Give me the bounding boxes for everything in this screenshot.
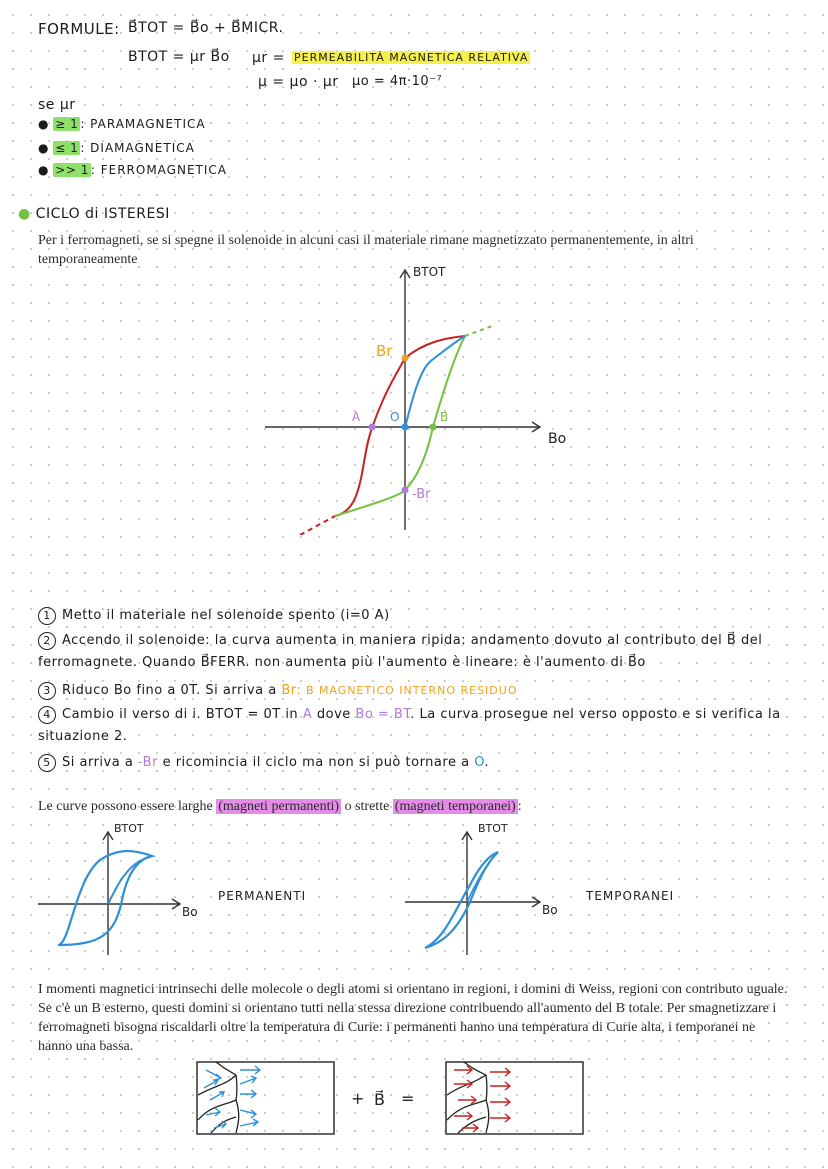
formula-label: FORMULE:	[38, 20, 120, 38]
aligned-arrows	[454, 1066, 510, 1132]
hysteresis-graph	[250, 260, 580, 535]
o-label: O	[390, 410, 400, 424]
unmagnetized-box	[197, 1062, 334, 1134]
formula-mu0: μo = 4π·10⁻⁷	[352, 74, 443, 89]
step-3: 3 Riduco Bo fino a 0T. Si arriva a Br: B MAGNETICO INTERNO RESIDUO	[38, 680, 808, 702]
step-4: 4 Cambio il verso di i. BTOT = 0T in A dove Bo = BT. La curva prosegue nel verso opposto e si verifica la situazione 2.	[38, 707, 781, 744]
green-curve	[335, 336, 465, 516]
magnetized-box	[446, 1062, 583, 1134]
classification-item: ● ≥ 1 : PARAMAGNETICA	[38, 117, 206, 131]
equals-sign: =	[401, 1089, 415, 1108]
br-label: Br	[376, 342, 393, 360]
temp-label: TEMPORANEI	[586, 889, 675, 903]
mu-r-symbol: μr =	[252, 50, 285, 66]
b-point	[430, 424, 437, 431]
section-title: ● CICLO di ISTERESI	[18, 206, 170, 222]
formula-btot-mu: BTOT = μr B⃗o	[128, 49, 230, 65]
classification-item: ● ≤ 1 : DIAMAGNETICA	[38, 141, 195, 155]
curves-sentence: Le curve possono essere larghe (magneti permanenti) o strette (magneti temporanei) :	[38, 799, 522, 814]
formula-mu: μ = μo · μr	[258, 74, 339, 90]
red-curve	[335, 336, 465, 516]
plus-sign: +	[351, 1089, 365, 1108]
domains-diagram	[196, 1060, 596, 1138]
o-point	[402, 424, 409, 431]
perm-label: PERMANENTI	[218, 889, 307, 903]
a-label: A	[352, 410, 361, 424]
permanent-graph	[30, 820, 330, 960]
red-curve-extension	[300, 516, 335, 535]
classification-header: se μr	[38, 97, 76, 113]
external-b-label: B⃗	[374, 1090, 385, 1109]
step-1: 1 Metto il materiale nel solenoide spento (i=0 A)	[38, 605, 808, 627]
y-axis-label: BTOT	[413, 265, 446, 279]
x-axis-label: Bo	[548, 431, 567, 447]
domain-walls	[198, 1062, 239, 1133]
temp-y-label: BTOT	[478, 822, 508, 835]
step-2: 2 Accendo il solenoide: la curva aumenta in maniera ripida: andamento dovuto al contributo del B⃗ del ferromagnete. Quando B⃗FERR. non aumenta più l'aumento è lineare: è l'aumento di B⃗o	[38, 633, 763, 670]
section-intro: Per i ferromagneti, se si spegne il solenoide in alcuni casi il materiale rimane magnetizzato permanentemente, in altri temporaneamente	[38, 233, 694, 267]
condition-badge: >> 1	[55, 163, 89, 177]
condition-badge: ≥ 1	[55, 117, 79, 131]
domains-paragraph: I momenti magnetici intrinsechi delle molecole o degli atomi si orientano in regioni, i domini di Weiss, regioni con contributo uguale. Se c'è un B esterno, questi domini si orientano tutti nella stessa direzione contribuendo all'aumento del B totale. Per smagnetizzare i ferromagneti bisogna riscaldarli oltre la temperatura di Curie: i permanenti hanno una temperatura di Curie alta, i temporanei ne hanno una bassa.	[38, 982, 788, 1054]
formula-btot-sum: B⃗TOT = B⃗o + B⃗MICR.	[128, 20, 284, 36]
classification-item: ● >> 1 : FERROMAGNETICA	[38, 163, 227, 177]
wide-loop	[58, 851, 152, 945]
mu-r-definition: PERMEABILITÀ MAGNETICA RELATIVA	[294, 51, 529, 64]
perm-y-label: BTOT	[114, 822, 144, 835]
condition-badge: ≤ 1	[55, 141, 79, 155]
blue-curve	[405, 336, 465, 427]
br-point	[402, 355, 409, 362]
temporary-graph	[400, 820, 700, 960]
b-label: B	[440, 410, 449, 424]
perm-x-label: Bo	[182, 905, 198, 919]
neg-br-point	[402, 487, 409, 494]
step-5: 5 Si arriva a -Br e ricomincia il ciclo ma non si può tornare a O.	[38, 752, 808, 774]
a-point	[369, 424, 376, 431]
neg-br-label: -Br	[412, 487, 431, 502]
temp-x-label: Bo	[542, 903, 558, 917]
green-curve-extension	[465, 326, 492, 336]
